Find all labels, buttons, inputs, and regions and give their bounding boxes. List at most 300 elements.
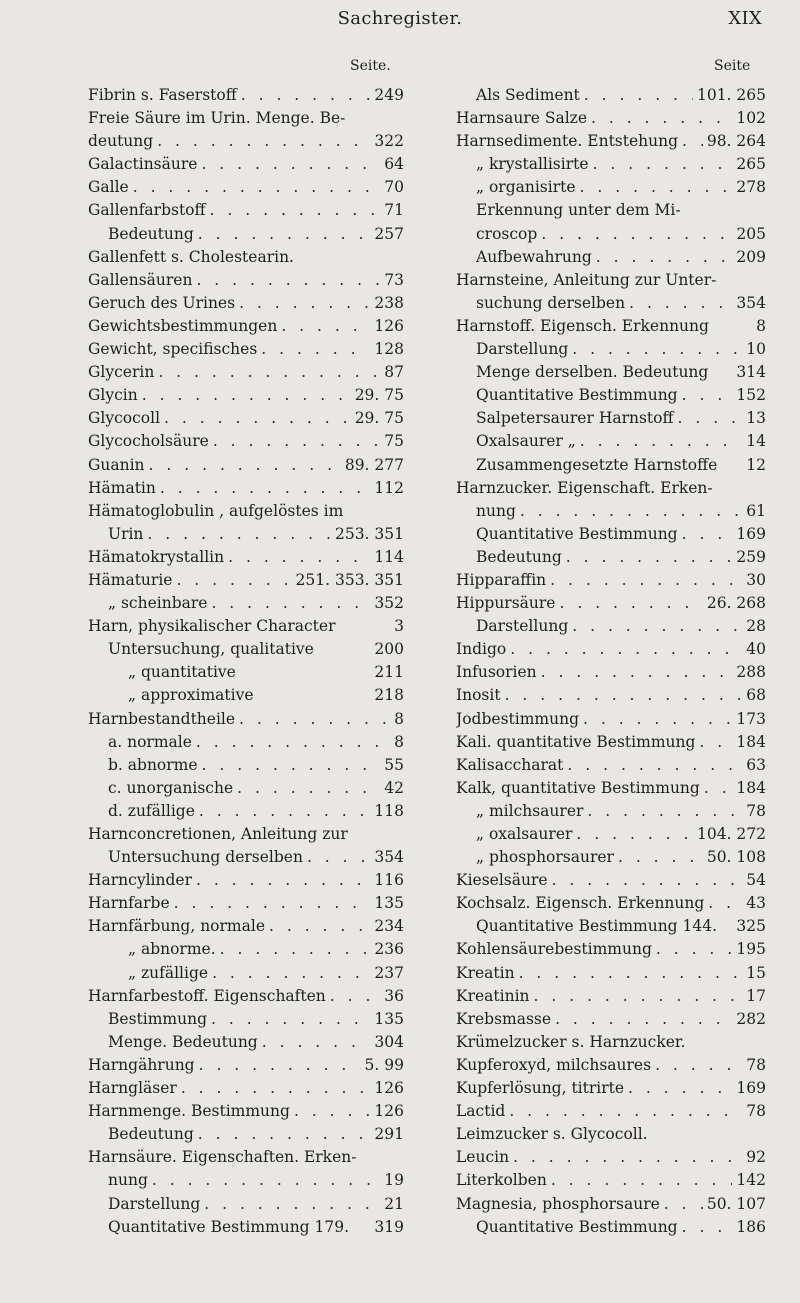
entry-label: Kreatinin <box>456 986 530 1005</box>
entry-label: „ abnorme. <box>128 940 216 959</box>
entry-page-number: 251. 353. 351 <box>295 570 404 589</box>
entry-page-number: 29. 75 <box>354 386 404 405</box>
entry-label: Glycocholsäure <box>88 432 209 451</box>
entry-page-number: 8 <box>394 709 404 728</box>
index-entry <box>456 1054 766 1077</box>
leader-dots <box>207 1008 370 1031</box>
index-entry <box>88 1216 404 1239</box>
entry-page-number: 314 <box>736 363 766 382</box>
leader-dots <box>326 985 380 1008</box>
entry-label: Harn, physikalischer Character <box>88 617 336 636</box>
leader-dots <box>563 754 742 777</box>
entry-page-number: 169 <box>736 1079 766 1098</box>
entry-page-number: 126 <box>374 316 404 335</box>
entry-page-number: 142 <box>736 1171 766 1190</box>
entry-label: Salpetersaurer Harnstoff <box>476 409 674 428</box>
leader-dots <box>192 731 390 754</box>
entry-label: Inosit <box>456 686 501 705</box>
spacer <box>356 1146 400 1169</box>
spacer <box>335 615 390 638</box>
index-entry <box>456 938 766 961</box>
entry-page-number: 104. 272 <box>696 825 766 843</box>
entry-page-number: 78 <box>746 801 766 820</box>
spacer <box>349 1216 370 1239</box>
entry-label: „ krystallisirte <box>476 155 589 174</box>
entry-label: Harnfarbe <box>88 894 170 913</box>
entry-page-number: 30 <box>746 570 766 589</box>
entry-label: Kalisaccharat <box>456 755 564 774</box>
leader-dots <box>138 384 351 407</box>
page-header <box>0 6 800 32</box>
index-entry <box>88 246 404 269</box>
entry-page-number: 209 <box>736 247 766 266</box>
entry-label: Kohlensäurebestimmung <box>456 940 652 959</box>
entry-page-number: 68 <box>746 686 766 705</box>
entry-page-number: 29. 75 <box>354 409 404 428</box>
entry-label: Kalk, quantitative Bestimmung <box>456 778 700 797</box>
entry-label: „ organisirte <box>476 178 576 197</box>
leader-dots <box>257 338 370 361</box>
left-seite-label: Seite. <box>350 58 391 74</box>
entry-label: Harnstoff. Eigensch. Erkennung <box>456 316 709 335</box>
entry-page-number: 75 <box>384 432 404 451</box>
index-entry <box>88 985 404 1008</box>
entry-page-number: 218 <box>374 686 404 705</box>
leader-dots <box>509 1146 742 1169</box>
entry-label: Harnfarbestoff. Eigenschaften <box>88 986 326 1005</box>
leader-dots <box>237 84 371 107</box>
entry-page-number: 21 <box>384 1194 404 1213</box>
leader-dots <box>537 661 733 684</box>
page-title: Sachregister. <box>337 8 463 29</box>
leader-dots <box>129 176 381 199</box>
leader-dots <box>192 269 380 292</box>
leader-dots <box>154 361 380 384</box>
entry-label: b. abnorme <box>108 755 198 774</box>
index-entry <box>456 569 766 592</box>
entry-label: Erkennung unter dem Mi- <box>476 201 681 220</box>
index-entry <box>456 384 766 407</box>
entry-label: „ phosphorsaurer <box>476 848 614 867</box>
index-entry <box>88 361 404 384</box>
entry-label: Gewichtsbestimmungen <box>88 316 278 335</box>
leader-dots <box>192 869 370 892</box>
entry-label: Harnsteine, Anleitung zur Unter- <box>456 270 717 289</box>
entry-page-number: 205 <box>736 224 766 243</box>
entry-label: Harnsäure. Eigenschaften. Erken- <box>88 1148 357 1167</box>
entry-label: Infusorien <box>456 663 537 682</box>
leader-dots <box>506 638 742 661</box>
entry-page-number: 288 <box>736 663 766 682</box>
entry-page-number: 17 <box>746 986 766 1005</box>
entry-label: Indigo <box>456 640 507 659</box>
leader-dots <box>562 546 733 569</box>
entry-page-number: 128 <box>374 340 404 359</box>
leader-dots <box>614 846 703 869</box>
entry-label: Harnconcretionen, Anleitung zur <box>88 825 348 843</box>
spacer <box>716 269 762 292</box>
left-index-column <box>88 84 404 1239</box>
leader-dots <box>652 938 733 961</box>
entry-page-number: 135 <box>374 894 404 913</box>
index-entry <box>456 361 766 384</box>
leader-dots <box>177 1077 371 1100</box>
entry-label: Als Sediment <box>476 86 580 104</box>
spacer <box>681 199 762 222</box>
index-entry <box>456 1146 766 1169</box>
entry-label: Gewicht, specifisches <box>88 340 258 359</box>
entry-page-number: 135 <box>374 1009 404 1028</box>
index-entry <box>88 269 404 292</box>
index-entry <box>456 338 766 361</box>
leader-dots <box>505 1100 742 1123</box>
entry-page-number: 211 <box>374 663 404 682</box>
leader-dots <box>583 800 742 823</box>
entry-label: Oxalsaurer „ <box>476 432 576 451</box>
entry-page-number <box>400 107 404 130</box>
index-entry <box>88 1008 404 1031</box>
spacer <box>236 661 371 684</box>
leader-dots <box>592 246 733 269</box>
spacer <box>708 361 732 384</box>
index-entry <box>88 1123 404 1146</box>
index-entry <box>456 153 766 176</box>
entry-label: Harngläser <box>88 1079 177 1098</box>
entry-page-number: 234 <box>374 917 404 936</box>
entry-page-number: 8 <box>756 316 766 335</box>
index-entry <box>88 384 404 407</box>
entry-label: Harnmenge. Bestimmung <box>88 1102 290 1121</box>
page-number: XIX <box>728 8 762 29</box>
index-entry <box>456 985 766 1008</box>
entry-page-number: 265 <box>736 155 766 174</box>
index-entry <box>88 338 404 361</box>
index-entry <box>88 477 404 500</box>
entry-label: Harnsaure Salze <box>456 109 587 128</box>
index-entry <box>456 407 766 430</box>
entry-label: Quantitative Bestimmung 144. <box>476 917 718 936</box>
entry-page-number: 184 <box>736 778 766 797</box>
entry-page-number: 10 <box>746 340 766 359</box>
entry-page-number: 278 <box>736 178 766 197</box>
leader-dots <box>216 938 371 961</box>
leader-dots <box>572 823 693 846</box>
entry-label: Quantitative Bestimmung <box>476 386 678 405</box>
entry-page-number <box>400 500 404 523</box>
entry-label: Kali. quantitative Bestimmung <box>456 732 696 751</box>
leader-dots <box>160 407 351 430</box>
entry-page-number: 237 <box>374 963 404 982</box>
entry-page-number: 112 <box>374 478 404 497</box>
index-entry <box>456 754 766 777</box>
leader-dots <box>501 684 743 707</box>
entry-label: Harnbestandtheile <box>88 709 236 728</box>
entry-page-number: 36 <box>384 986 404 1005</box>
leader-dots <box>195 800 371 823</box>
entry-label: Urin <box>108 524 144 543</box>
entry-label: Literkolben <box>456 1171 547 1190</box>
index-entry <box>456 84 766 107</box>
entry-label: Darstellung <box>476 340 569 359</box>
leader-dots <box>145 454 341 477</box>
entry-page-number <box>400 823 404 846</box>
index-entry <box>88 661 404 684</box>
spacer <box>294 246 400 269</box>
index-entry <box>456 292 766 315</box>
index-entry <box>456 915 766 938</box>
index-entry <box>456 1169 766 1192</box>
leader-dots <box>580 84 693 107</box>
entry-label: Magnesia, phosphorsaure <box>456 1194 660 1213</box>
index-entry <box>88 1054 404 1077</box>
leader-dots <box>235 292 370 315</box>
leader-dots <box>546 569 742 592</box>
index-entry <box>456 315 766 338</box>
right-index-column <box>456 84 766 1239</box>
entry-page-number: 64 <box>384 155 404 174</box>
entry-page-number <box>762 269 766 292</box>
index-entry <box>456 661 766 684</box>
entry-label: Bedeutung <box>108 224 194 243</box>
leader-dots <box>153 130 370 153</box>
index-entry <box>456 731 766 754</box>
entry-label: deutung <box>88 132 154 151</box>
spacer <box>709 315 752 338</box>
index-entry <box>456 199 766 222</box>
leader-dots <box>195 1054 361 1077</box>
index-entry <box>88 1193 404 1216</box>
index-entry <box>456 1123 766 1146</box>
leader-dots <box>265 915 370 938</box>
index-entry <box>456 1100 766 1123</box>
entry-label: Hämatin <box>88 478 156 497</box>
entry-label: Galactinsäure <box>88 155 198 174</box>
leader-dots <box>156 477 371 500</box>
index-entry <box>88 892 404 915</box>
entry-page-number: 186 <box>736 1217 766 1236</box>
leader-dots <box>568 338 742 361</box>
entry-page-number: 114 <box>374 547 404 566</box>
entry-page-number: 42 <box>384 778 404 797</box>
index-entry <box>88 754 404 777</box>
entry-page-number: 322 <box>374 132 404 151</box>
entry-label: „ quantitative <box>128 663 236 682</box>
leader-dots <box>579 708 732 731</box>
entry-page-number: 5. 99 <box>364 1055 404 1074</box>
entry-label: Galle <box>88 178 129 197</box>
leader-dots <box>678 130 703 153</box>
entry-label: d. zufällige <box>108 801 195 820</box>
entry-label: Aufbewahrung <box>476 247 592 266</box>
entry-label: Quantitative Bestimmung 179. <box>108 1217 350 1236</box>
index-entry <box>456 800 766 823</box>
entry-page-number: 354 <box>374 848 404 867</box>
index-entry <box>88 1146 404 1169</box>
entry-page-number: 63 <box>746 755 766 774</box>
index-entry <box>88 823 404 846</box>
entry-page-number: 70 <box>384 178 404 197</box>
entry-page-number: 101. 265 <box>696 86 766 104</box>
leader-dots <box>678 1216 733 1239</box>
entry-label: Untersuchung, qualitative <box>108 640 314 659</box>
leader-dots <box>548 869 743 892</box>
entry-label: Bestimmung <box>108 1009 207 1028</box>
entry-label: „ oxalsaurer <box>476 825 573 843</box>
index-entry <box>88 962 404 985</box>
leader-dots <box>233 777 380 800</box>
entry-label: „ milchsaurer <box>476 801 584 820</box>
entry-label: Kieselsäure <box>456 871 548 890</box>
entry-page-number: 354 <box>736 293 766 312</box>
index-entry <box>88 407 404 430</box>
right-seite-label: Seite <box>714 58 751 74</box>
entry-page-number: 19 <box>384 1171 404 1190</box>
entry-page-number: 118 <box>374 801 404 820</box>
spacer <box>345 107 400 130</box>
spacer <box>717 454 742 477</box>
entry-label: Glycocoll <box>88 409 161 428</box>
entry-label: „ scheinbare <box>108 594 208 613</box>
entry-label: Lactid <box>456 1102 506 1121</box>
entry-label: „ zufällige <box>128 963 209 982</box>
index-entry <box>88 592 404 615</box>
index-entry <box>88 523 404 546</box>
entry-page-number: 78 <box>746 1102 766 1121</box>
index-entry <box>88 454 404 477</box>
entry-label: a. normale <box>108 732 192 751</box>
index-entry <box>456 454 766 477</box>
entry-page-number: 3 <box>394 617 404 636</box>
entry-page-number <box>400 1146 404 1169</box>
index-entry <box>88 199 404 222</box>
entry-label: Darstellung <box>476 617 569 636</box>
index-entry <box>88 153 404 176</box>
entry-label: Gallenfett s. Cholestearin. <box>88 247 294 266</box>
index-entry <box>456 246 766 269</box>
entry-label: Kreatin <box>456 963 515 982</box>
entry-label: Fibrin s. Faserstoff <box>88 86 237 104</box>
entry-page-number <box>762 1123 766 1146</box>
leader-dots <box>625 292 732 315</box>
entry-page-number: 12 <box>746 455 766 474</box>
leader-dots <box>515 962 743 985</box>
entry-page-number: 92 <box>746 1148 766 1167</box>
leader-dots <box>198 754 381 777</box>
entry-label: Gallensäuren <box>88 270 193 289</box>
leader-dots <box>587 107 732 130</box>
entry-page-number: 89. 277 <box>344 455 404 474</box>
spacer <box>713 477 762 500</box>
index-entry <box>88 130 404 153</box>
entry-page-number: 152 <box>736 386 766 405</box>
entry-label: Quantitative Bestimmung <box>476 524 678 543</box>
index-entry <box>456 615 766 638</box>
index-entry <box>456 708 766 731</box>
leader-dots <box>589 153 733 176</box>
leader-dots <box>537 223 732 246</box>
entry-page-number: 173 <box>736 709 766 728</box>
entry-page-number: 304 <box>374 1032 404 1051</box>
entry-label: Hämatoglobulin , aufgelöstes im <box>88 501 344 520</box>
leader-dots <box>258 1031 371 1054</box>
leader-dots <box>172 569 291 592</box>
leader-dots <box>207 592 370 615</box>
leader-dots <box>148 1169 380 1192</box>
index-entry <box>456 130 766 153</box>
index-entry <box>456 176 766 199</box>
entry-page-number <box>762 477 766 500</box>
index-entry <box>456 477 766 500</box>
entry-label: Krümelzucker s. Harnzucker. <box>456 1032 686 1051</box>
entry-label: Hippursäure <box>456 594 556 613</box>
index-entry <box>456 1077 766 1100</box>
entry-label: „ approximative <box>128 686 254 705</box>
index-entry <box>456 592 766 615</box>
index-entry <box>88 1100 404 1123</box>
entry-label: Glycerin <box>88 363 155 382</box>
entry-page-number: 184 <box>736 732 766 751</box>
entry-page-number <box>762 1031 766 1054</box>
index-entry <box>88 107 404 130</box>
entry-page-number: 126 <box>374 1079 404 1098</box>
index-entry <box>88 708 404 731</box>
index-entry <box>456 1031 766 1054</box>
leader-dots <box>660 1193 703 1216</box>
index-entry <box>88 315 404 338</box>
leader-dots <box>209 430 380 453</box>
entry-page-number: 15 <box>746 963 766 982</box>
index-entry <box>456 1008 766 1031</box>
index-entry <box>88 846 404 869</box>
entry-page-number: 126 <box>374 1102 404 1121</box>
entry-label: Bedeutung <box>476 547 562 566</box>
index-entry <box>88 1169 404 1192</box>
spacer <box>717 915 732 938</box>
entry-label: Leucin <box>456 1148 510 1167</box>
entry-label: Glycin <box>88 386 138 405</box>
index-entry <box>88 292 404 315</box>
entry-label: Leimzucker s. Glycocoll. <box>456 1125 648 1144</box>
index-entry <box>88 500 404 523</box>
index-entry <box>456 523 766 546</box>
entry-page-number: 61 <box>746 501 766 520</box>
entry-label: Kupferoxyd, milchsaures <box>456 1055 652 1074</box>
leader-dots <box>206 199 381 222</box>
index-entry <box>88 731 404 754</box>
entry-page-number: 50. 108 <box>706 848 766 867</box>
leader-dots <box>678 523 733 546</box>
index-entry <box>456 107 766 130</box>
index-entry <box>88 684 404 707</box>
index-entry <box>88 176 404 199</box>
entry-page-number: 102 <box>736 109 766 128</box>
entry-page-number: 282 <box>736 1009 766 1028</box>
entry-label: Harnsedimente. Entstehung <box>456 132 679 151</box>
entry-label: Zusammengesetzte Harnstoffe <box>476 455 718 474</box>
spacer <box>343 500 400 523</box>
index-entry <box>456 1193 766 1216</box>
leader-dots <box>224 546 370 569</box>
entry-label: Harngährung <box>88 1055 195 1074</box>
leader-dots <box>208 962 370 985</box>
entry-page-number: 73 <box>384 270 404 289</box>
entry-page-number: 14 <box>746 432 766 451</box>
entry-page-number: 325 <box>736 917 766 936</box>
index-entry <box>88 546 404 569</box>
entry-label: Harnfärbung, normale <box>88 917 265 936</box>
leader-dots <box>651 1054 742 1077</box>
entry-label: Darstellung <box>108 1194 201 1213</box>
